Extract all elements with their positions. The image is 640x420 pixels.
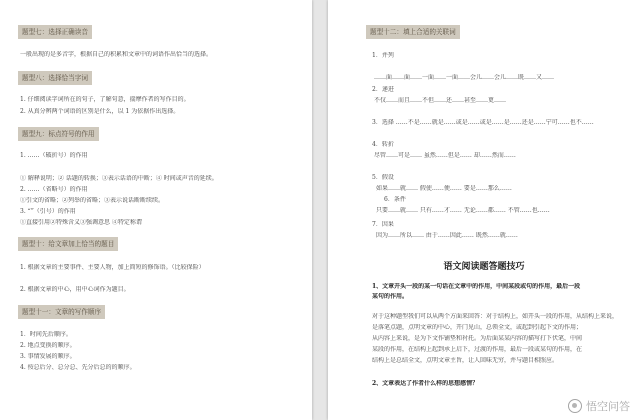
- section-heading-8: 题型八：选择恰当字词: [18, 71, 92, 85]
- list-item: 3．选择 ……不是……就是……或是……或是……是……还是……宁可……也不……: [372, 119, 594, 126]
- list-item: 如果……就…… 假使……便…… 要是……那么……: [376, 185, 512, 192]
- list-item: ……面……面……一面……一面……会儿……会儿……既……又……: [374, 74, 555, 81]
- section-heading-10: 题型十：给文章加上恰当的题目: [18, 237, 118, 251]
- list-item: 1．并列: [372, 52, 394, 59]
- list-item: 尽管……可是…… 虽然……但是…… 却……然而……: [374, 152, 516, 159]
- list-item: 不仅……而且……不但……还……甚至……更……: [374, 97, 507, 104]
- list-item: ① 解释说明；② 话题的转换；③表示话语的中断；④ 时间或声音的延续。: [20, 175, 218, 182]
- list-item: 1. 仔细阅读字词所在的句子，了解句意，揣摩作者的写作目的。: [20, 96, 190, 103]
- paragraph-line: 某段的作用，在结构上起到承上启下，过渡的作用，最后一段或某句的作用，在: [372, 346, 583, 353]
- list-item: 4．转折: [372, 141, 394, 148]
- paragraph-line: 是落笔点题，点明文章的中心，开门见山，总领全文，或起到引起下文的作用；: [372, 324, 583, 331]
- list-item: 5．假设: [372, 174, 394, 181]
- paragraph-line: 对于这种题型我们可以从两个方面来回答：对于结构上，如开头一段的作用，从结构上来说，: [372, 313, 619, 320]
- question-title: 2、文章表达了作者什么样的思想感情？: [372, 380, 479, 387]
- list-item: 2. 地点变换的顺序。: [20, 342, 76, 349]
- section-heading-12: 题型十二：填上合适的关联词: [366, 25, 460, 39]
- list-item: 2. 根据文章的中心，用中心词作为题目。: [20, 286, 130, 293]
- list-item: 4. 按总后分、总分总、先分后总的的顺序。: [20, 364, 136, 371]
- list-item: 2．递进: [372, 86, 394, 93]
- paragraph: 一般出现的是多音字，根据自己的积累和文章中的词语作出恰当的选择。: [20, 51, 213, 58]
- question-title: 某句的作用。: [372, 293, 409, 300]
- watermark: [568, 398, 630, 414]
- list-item: 因为……所以…… 由于……因此…… 既然……就……: [376, 232, 518, 239]
- section-heading-9: 题型九：标点符号的作用: [18, 127, 99, 141]
- list-item: 7．因果: [372, 221, 394, 228]
- wukong-logo-icon: [568, 399, 582, 413]
- section-heading-11: 题型十一：文章的写作顺序: [18, 305, 105, 319]
- list-item: ①直接引用②特殊含义③强调意思 ④特定称谓: [20, 219, 142, 226]
- list-item: 1．时间先后顺序。: [20, 331, 72, 338]
- list-item: 只要……就…… 只有……才…… 无论……都…… 不管……也……: [376, 207, 550, 214]
- list-item: 1. ……（破折号）的作用: [20, 152, 88, 159]
- question-title: 1、文章开头一段的某一句话在文章中的作用，中间某段或句的作用，最后一段: [372, 283, 581, 290]
- list-item: 2. 从真分辨两个词语的区别是什么，以 1 为依据作出选择。: [20, 108, 180, 115]
- list-item: 1. 根据文章的主要事件、主要人物，加上简短的修饰语。（比较保险）: [20, 264, 205, 271]
- list-item: 2. ……（省略号）的作用: [20, 186, 88, 193]
- page-title: 语文阅读题答题技巧: [443, 262, 525, 272]
- paragraph-line: 从内容上来说，是为下文作铺垫和衬托。为后面某某内容的描写打下伏笔，中间: [372, 335, 583, 342]
- paragraph-line: 结构上是总结全文，点明文章主旨，让人回味无穷，并与题目相照应。: [372, 357, 559, 364]
- list-item: ①引文的省略；②列举的省略；③表示说话断断续续。: [20, 197, 165, 204]
- list-item: 3. 事情发展的顺序。: [20, 353, 76, 360]
- list-item: 6．条件: [384, 196, 406, 203]
- watermark-text: 悟空问答: [586, 400, 630, 413]
- list-item: 3. “”（引号）的作用: [20, 208, 76, 215]
- section-heading-7: 题型七：选择正确读音: [18, 25, 92, 39]
